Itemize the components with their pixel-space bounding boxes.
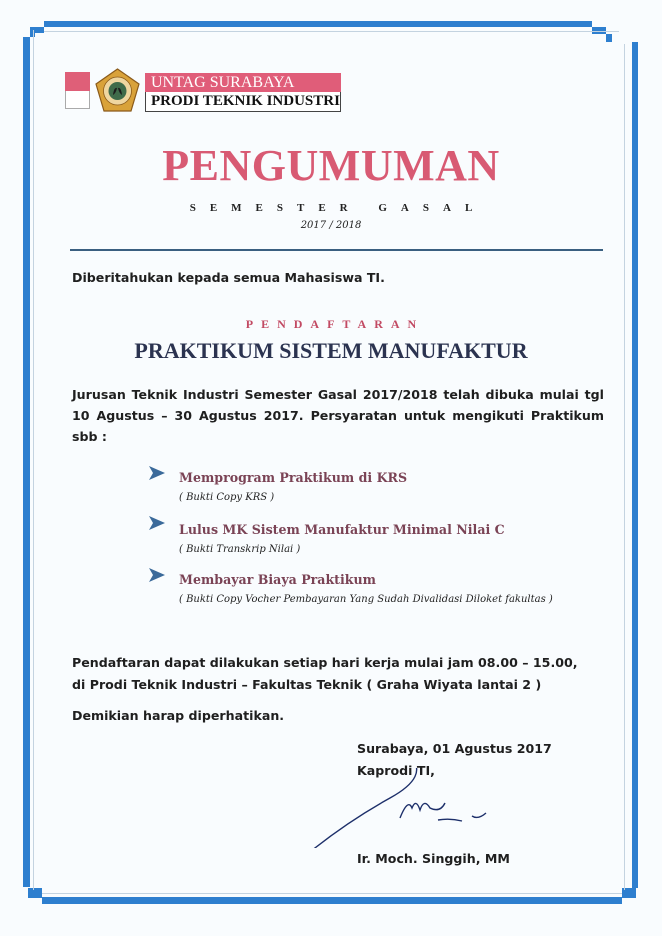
schedule-line-2: di Prodi Teknik Industri – Fakultas Teknik ( Graha Wiyata lantai 2 ) <box>72 677 542 692</box>
section-title: PRAKTIKUM SISTEM MANUFAKTUR <box>134 338 528 363</box>
closing-text: Demikian harap diperhatikan. <box>72 708 285 723</box>
handwritten-signature-icon <box>290 768 530 848</box>
signer-name: Ir. Moch. Singgih, MM <box>357 851 510 866</box>
requirement-item: Membayar Biaya Praktikum <box>179 572 376 587</box>
requirement-note: ( Bukti Copy KRS ) <box>179 492 275 503</box>
requirement-item: Lulus MK Sistem Manufaktur Minimal Nilai C <box>179 522 505 537</box>
page-title: PENGUMUMAN <box>162 141 500 190</box>
requirement-note: ( Bukti Transkrip Nilai ) <box>179 544 301 555</box>
arrow-bullet-icon <box>149 516 165 530</box>
intro-paragraph: Jurusan Teknik Industri Semester Gasal 2017/2018 telah dibuka mulai tgl 10 Agustus – 30 Agustus 2017. Persyaratan untuk mengikuti Praktikum sbb : <box>72 387 604 444</box>
requirement-note: ( Bukti Copy Vocher Pembayaran Yang Sudah Divalidasi Diloket fakultas ) <box>179 594 553 605</box>
university-name: UNTAG SURABAYA <box>145 73 341 92</box>
flag-white-stripe <box>65 91 90 109</box>
arrow-bullet-icon <box>149 466 165 480</box>
greeting-text: Diberitahukan kepada semua Mahasiswa TI. <box>72 270 385 285</box>
place-date: Surabaya, 01 Agustus 2017 <box>357 741 552 756</box>
divider <box>70 249 603 251</box>
flag-red-stripe <box>65 72 90 91</box>
schedule-line-1: Pendaftaran dapat dilakukan setiap hari kerja mulai jam 08.00 – 15.00, <box>72 655 578 670</box>
university-emblem-icon <box>95 68 140 112</box>
arrow-bullet-icon <box>149 568 165 582</box>
section-label: PENDAFTARAN <box>245 317 425 331</box>
signer-position: Kaprodi TI, <box>357 763 435 778</box>
academic-year: 2017 / 2018 <box>300 220 362 231</box>
semester-label: SEMESTER GASAL <box>189 202 487 214</box>
requirement-item: Memprogram Praktikum di KRS <box>179 470 408 485</box>
department-name: PRODI TEKNIK INDUSTRI <box>145 92 341 112</box>
